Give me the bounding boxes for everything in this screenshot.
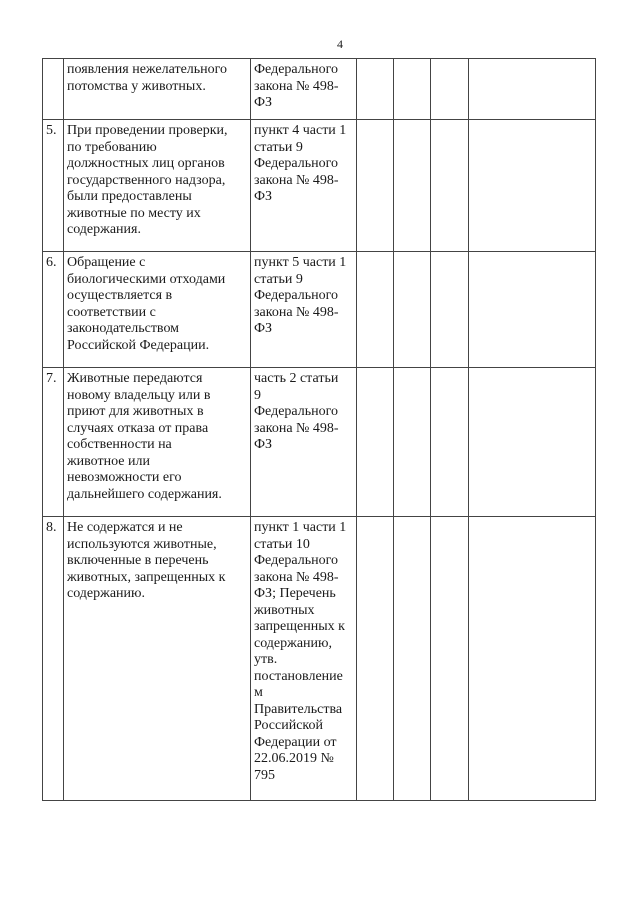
notes-cell[interactable] xyxy=(469,517,596,801)
answer-yes-cell[interactable] xyxy=(357,252,394,368)
table-row xyxy=(43,368,596,517)
checklist-table xyxy=(42,58,596,801)
row-number: 6. xyxy=(43,252,64,368)
answer-na-cell[interactable] xyxy=(431,120,469,252)
legal-reference-cell xyxy=(251,517,357,801)
legal-reference-text: пункт 5 части 1 статьи 9 Федерального закона № 498- ФЗ xyxy=(254,255,347,336)
answer-no-cell[interactable] xyxy=(394,368,431,517)
requirement-text: появления нежелательного потомства у животных. xyxy=(67,62,228,94)
legal-reference-text: пункт 4 части 1 статьи 9 Федерального закона № 498- ФЗ xyxy=(254,123,347,204)
row-number xyxy=(43,59,64,120)
legal-reference-text: пункт 1 части 1 статьи 10 Федерального закона № 498- ФЗ; Перечень животных запрещенных к содержанию, утв. постановление м Правительства Российской Федерации от 22.06.2019 № 795 xyxy=(254,520,347,783)
table-row xyxy=(43,120,596,252)
requirement-text: Обращение с биологическими отходами осуществляется в соответствии с законодательством Российской Федерации. xyxy=(67,255,226,353)
legal-reference-text: часть 2 статьи 9 Федерального закона № 498- ФЗ xyxy=(254,371,339,452)
legal-reference-text: Федерального закона № 498- ФЗ xyxy=(254,62,339,110)
legal-reference-cell xyxy=(251,252,357,368)
answer-na-cell[interactable] xyxy=(431,368,469,517)
row-number: 7. xyxy=(43,368,64,517)
page-number: 4 xyxy=(337,37,343,51)
table-row xyxy=(43,517,596,801)
answer-no-cell[interactable] xyxy=(394,120,431,252)
row-number: 5. xyxy=(43,120,64,252)
requirement-text: Не содержатся и не используются животные, включенные в перечень животных, запрещенных к содержанию. xyxy=(67,520,226,601)
notes-cell[interactable] xyxy=(469,252,596,368)
notes-cell[interactable] xyxy=(469,368,596,517)
table-row xyxy=(43,59,596,120)
answer-na-cell[interactable] xyxy=(431,252,469,368)
answer-no-cell[interactable] xyxy=(394,517,431,801)
answer-yes-cell[interactable] xyxy=(357,120,394,252)
notes-cell[interactable] xyxy=(469,120,596,252)
answer-no-cell[interactable] xyxy=(394,59,431,120)
legal-reference-cell xyxy=(251,120,357,252)
answer-yes-cell[interactable] xyxy=(357,368,394,517)
answer-na-cell[interactable] xyxy=(431,59,469,120)
answer-no-cell[interactable] xyxy=(394,252,431,368)
requirement-cell xyxy=(64,120,251,252)
answer-na-cell[interactable] xyxy=(431,517,469,801)
answer-yes-cell[interactable] xyxy=(357,59,394,120)
legal-reference-cell xyxy=(251,59,357,120)
row-number: 8. xyxy=(43,517,64,801)
legal-reference-cell xyxy=(251,368,357,517)
requirement-cell xyxy=(64,59,251,120)
requirement-cell xyxy=(64,252,251,368)
answer-yes-cell[interactable] xyxy=(357,517,394,801)
requirement-text: При проведении проверки, по требованию должностных лиц органов государственного надзора, были предоставлены животные по месту их содержания. xyxy=(67,123,228,237)
requirement-cell xyxy=(64,368,251,517)
notes-cell[interactable] xyxy=(469,59,596,120)
requirement-cell xyxy=(64,517,251,801)
requirement-text: Животные передаются новому владельцу или в приют для животных в случаях отказа от права собственности на животное или невозможности его дальнейшего содержания. xyxy=(67,371,222,502)
table-row xyxy=(43,252,596,368)
